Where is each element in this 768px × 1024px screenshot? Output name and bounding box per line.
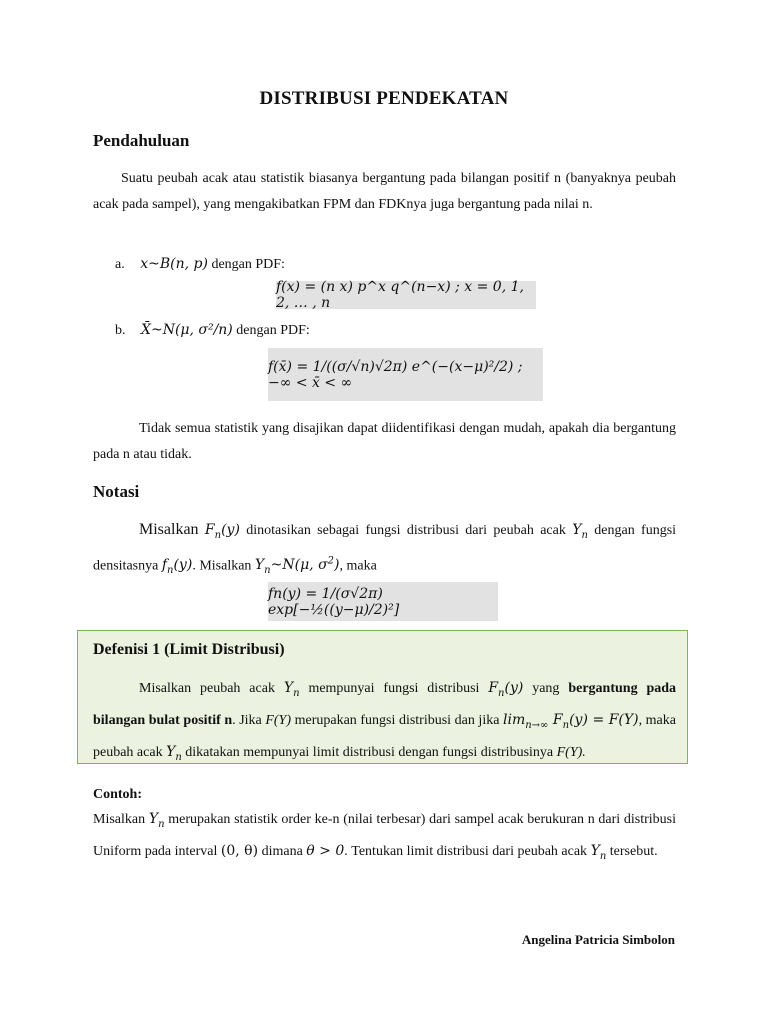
definition-bold: bergantung pada bilangan bulat positif n [93,681,677,728]
footer-author: Angelina Patricia Simbolon [521,932,675,947]
example-text3: dimana [261,843,303,859]
example-interval: (0, θ) [220,842,259,859]
item-b-text: dengan PDF: [236,323,310,338]
formula-density [268,582,498,621]
example-text1: Misalkan [93,812,146,827]
item-a-dist: x~B(n, p) [140,256,208,272]
example-text5: tersebut. [609,843,658,859]
intro-paragraph: Suatu peubah acak atau statistik biasanya bergantung pada bilangan positif n (banyaknya peubah acak pada sampel), yang mengakibatkan FPM dan FDKnya juga bergantung pada nilai n. [93,171,676,212]
notasi-text4: , maka [339,558,377,574]
definition-Yn-symbol: $Y_n$ [283,680,300,699]
notasi-lead-word: Misalkan [139,521,199,538]
definition-text2: mempunyai fungsi distribusi [308,681,480,696]
notasi-paragraph [93,517,676,584]
definition-Fn-symbol: $F_n(y)$ [488,680,524,699]
item-a-marker: a. [115,257,125,272]
example-text2: merupakan statistik order ke-n (nilai terbesar) dari sampel acak berukuran n dari distribusi Uniform pada interval [93,812,677,859]
definition-text6: , [638,712,643,728]
notasi-Fn-symbol: $F_n(y)$ [204,522,240,541]
definition-text3: yang [532,681,560,696]
definition-text8: dikatakan mempunyai limit distribusi dengan fungsi distribusinya [185,744,554,760]
formula-normal-text: f(x̄) = 1/((σ/√n)√2π) e^(−(x−μ)²/2) ; −∞ < x̄ < ∞ [268,358,523,391]
formula-binomial-text: f(x) = (n x) p^x q^(n−x) ; x = 0, 1, 2, … , n [276,279,524,311]
definition-limit-expr: $\lim_{n\to\infty} F_n(y) = F(Y)$ [503,711,639,731]
notasi-text3: . Misalkan [192,558,252,574]
item-b-dist: X̄~N(μ, σ²/n) [141,322,233,338]
section-heading-pendahuluan: Pendahuluan [93,131,190,150]
notasi-Yn-dist: $Y_n\sim N(\mu$, $\sigma^2$) [254,555,340,577]
definition-text7: maka peubah acak [93,712,676,760]
example-paragraph [93,806,676,870]
definition-Yn-symbol-2: $Y_n$ [166,743,182,763]
formula-normal [268,348,543,401]
definition-text4: . Jika [232,712,262,728]
definition-paragraph [93,675,676,770]
notasi-text1: dinotasikan sebagai fungsi distribusi dari peubah acak [246,523,566,538]
intro-paragraph-2: Tidak semua statistik yang disajikan dapat diidentifikasi dengan mudah, apakah dia bergantung pada n atau tidak. [93,421,676,462]
definition-text5: merupakan fungsi distribusi dan jika [294,712,500,728]
formula-binomial [276,281,536,309]
definition-heading: Defenisi 1 (Limit Distribusi) [93,641,285,658]
example-text4: . Tentukan limit distribusi dari peubah acak [344,843,588,859]
definition-italic1: F(Y) [265,712,292,728]
definition-box [77,630,688,764]
example-Yn-symbol-2: $Y_n$ [590,842,607,862]
example-Yn-symbol: $Y_n$ [148,811,165,830]
definition-text1: Misalkan peubah acak [139,681,275,696]
notasi-Yn-symbol: $Y_n$ [572,522,588,541]
notasi-text2: dengan fungsi densitasnya [93,523,677,574]
example-condition: θ > 0 [306,842,345,859]
formula-density-text: fn(y) = 1/(σ√2π) exp[−½((y−μ)/2)²] [268,585,400,618]
item-a [115,256,285,273]
page-title: DISTRIBUSI PENDEKATAN [259,88,509,109]
definition-italic2: F(Y). [556,744,586,760]
notasi-fn-symbol: $f_n(y)$ [161,557,193,577]
item-b-marker: b. [115,323,126,338]
section-heading-notasi: Notasi [93,482,140,501]
item-b [115,322,310,339]
item-a-text: dengan PDF: [211,257,285,272]
example-heading: Contoh: [93,787,143,802]
